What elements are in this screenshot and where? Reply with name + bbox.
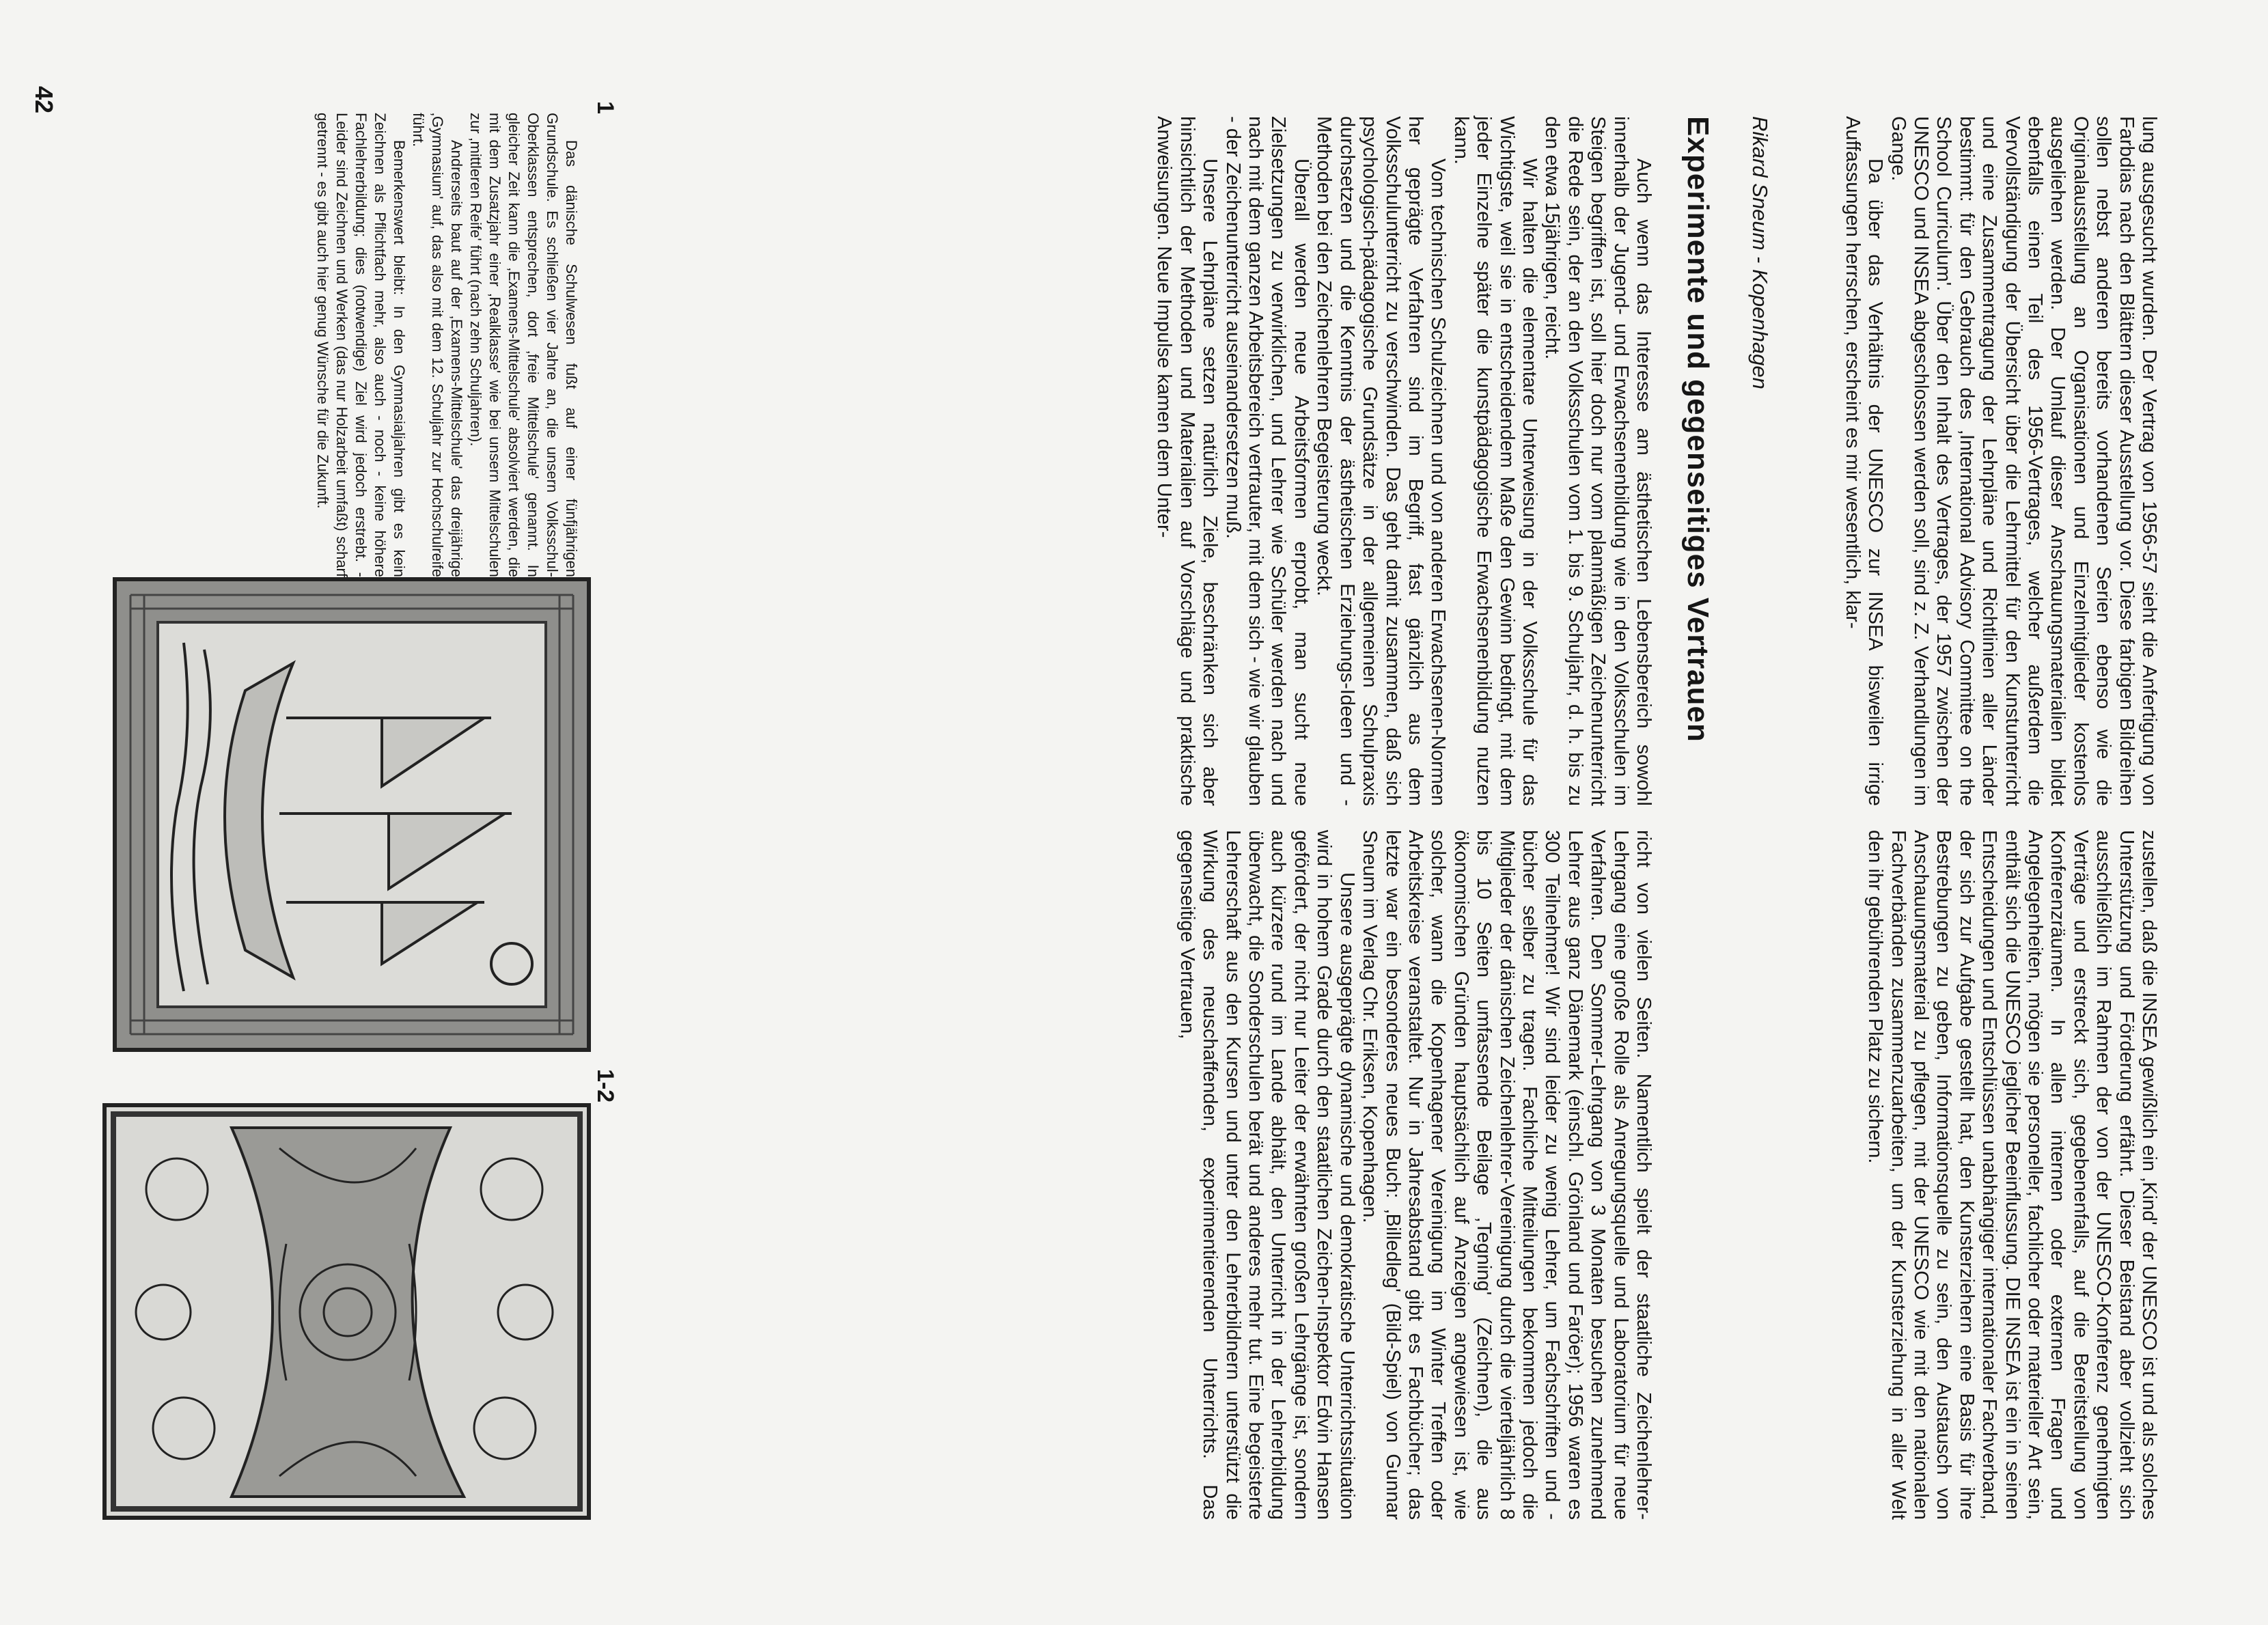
- ship-drawing-icon: [113, 577, 591, 1052]
- author-line: Rikard Sneum - Kopenhagen: [1748, 116, 1772, 389]
- paragraph: Da über das Verhältnis der UNESCO zur INSEA bisweilen irrige Auffassungen herrschen, erscheint es mir wesentlich, klar-: [1841, 116, 1887, 806]
- paragraph: Auch wenn das Interesse am ästhetischen Lebensbereich sowohl innerhalb der Jugend- und Erwachsenenbildung wie in den Volksschulen im Steigen begriffen ist, soll hier doch nur vom planmäßigen Zeichenunterricht die Rede sein, der an den Volksschulen vom 1. bis 9. Schuljahr, d. h. bis zu den etwa 15jährigen, reicht.: [1541, 116, 1655, 806]
- figure-label: 1: [592, 101, 618, 114]
- paragraph: Wir halten die elementare Unterweisung in der Volksschule für das Wichtigste, weil sie in entscheidendem Maße den Gewinn bedingt, mit dem jeder Einzelne später die kunstpädagogische Erwachsenenbildung nutzen kann.: [1450, 116, 1540, 806]
- ornamental-drawing-icon: [107, 1107, 587, 1516]
- figure-label: 1-2: [592, 1069, 618, 1103]
- top-right-column: [1864, 830, 2160, 1520]
- footnote-paragraph: Andrerseits baut auf der ‚Examens-Mittelschule' das dreijährige ‚Gymnasium' auf, das also mit dem 12. Schuljahr zur Hochschulreife führt.: [410, 113, 465, 577]
- footnote-box: [313, 113, 581, 577]
- paragraph: lung ausgesucht wurden. Der Vertrag von 1956-57 sieht die Anfertigung von Farbdias nach den Blättern dieser Ausstellung vor. Diese farbigen Bildreihen sollen nebst anderen bereits vorhandenen Serien ebenso wie die Originalausstellung an Organisationen und Einzelmitglieder kostenlos ausgeliehen werden. Der Umlauf dieser Anschauungsmaterialien bildet ebenfalls einen Teil des 1956-Vertrages, welcher außerdem die Vervollständigung der Übersicht über die Lehrmittel für den Kunstunterricht und eine Zusammentragung der Lehrpläne und Richtlinien aller Länder bestimmt: für den Gebrauch des ‚International Advisory Committee on the School Curriculum'. Über den Inhalt des Vertrages, der 1957 zwischen der UNESCO und INSEA abgeschlossen werden soll, sind z. Z. Verhandlungen im Gange.: [1887, 116, 2160, 806]
- page-number: 42: [30, 86, 58, 114]
- ornamental-drawing-icon: [102, 1103, 591, 1520]
- paragraph: Unsere ausgeprägte dynamische und demokratische Unterrichtssituation wird in hohem Grade durch den staatlichen Zeichen-Inspektor Edvin Hansen gefördert, der nicht nur Leiter der erwähnten großen Lehrgänge ist, sondern auch kürzere rund im Lande abhält, den Unterricht in der Lehrerbildung überwacht, die Sonderschulen berät und anderes mehr tut. Eine begeisterte Lehrerschaft aus den Kursen und unter den Lehrerbildnern unterstützt die Wirkung des neuschaffenden, experimentierenden Unterrichts. Das gegenseitige Vertrauen,: [1176, 830, 1358, 1520]
- article-title: Experimente und gegenseitiges Vertrauen: [1681, 116, 1715, 742]
- paragraph: richt von vielen Seiten. Namentlich spielt der staatliche Zeichenlehrer-Lehrgang eine große Rolle als Anregungsquelle und Laboratorium für neue Verfahren. Den Sommer-Lehrgang von 3 Monaten besuchen zunehmend Lehrer aus ganz Dänemark (einschl. Grönland und Faröer); 1956 waren es 300 Teilnehmer! Wir sind leider zu wenig Lehrer, um Fachschriften und -bücher selber zu tragen. Fachliche Mitteilungen bekommen jedoch die Mitglieder der dänischen Zeichenlehrer-Vereinigung durch die vierteljährlich 8 bis 10 Seiten umfassende Beilage ‚Tegning' (Zeichnen), die aus ökonomischen Gründen hauptsächlich auf Anzeigen angewiesen ist, wie solcher, wann die Kopenhagener Vereinigung im Winter Treffen oder Arbeitskreise veranstaltet. Nur in Jahresabstand gibt es Fachbücher; das letzte war ein besonderes neues Buch: ‚Billedleg' (Bild-Spiel) von Gunnar Sneum im Verlag Chr. Eriksen, Kopenhagen.: [1359, 830, 1655, 1520]
- paragraph: Überall werden neue Arbeitsformen erprobt, man sucht neue Zielsetzungen zu verwirklichen, und Lehrer wie Schüler werden nach und nach mit dem ganzen Arbeitsbereich vertrauter, mit dem sich - wie wir glauben - der Zeichenunterricht auseinandersetzen muß.: [1221, 116, 1312, 806]
- article-left-column: [1152, 116, 1655, 806]
- top-left-column: [1840, 116, 2160, 806]
- paragraph: zustellen, daß die INSEA gewißlich ein ‚Kind' der UNESCO ist und als solches Unterstützung und Förderung erfährt. Dieser Beistand aber vollzieht sich ausschließlich im Rahmen der von der UNESCO-Konferenz genehmigten Verträge und erstreckt sich, gegebenenfalls, auf die Bereitstellung von Konferenzräumen. In allen internen oder externen Fragen und Angelegenheiten, mögen sie personeller, fachlicher oder materieller Art sein, enthält sich die UNESCO jeglicher Beeinflussung. DIE INSEA ist ein in seinen Entscheidungen und Entschlüssen unabhängiger internationaler Fachverband, der sich zur Aufgabe gestellt hat, den Kunsterziehern eine Basis für ihre Bestrebungen zu geben, Informationsquelle zu sein, den Austausch von Anschauungsmaterial zu pflegen, mit der UNESCO wie mit den nationalen Fachverbänden zusammenzuarbeiten, um der Kunsterziehung in aller Welt den ihr gebührenden Platz zu sichern.: [1864, 830, 2160, 1520]
- paragraph: Vom technischen Schulzeichnen und von anderen Erwachsenen-Normen her geprägte Verfahren sind im Begriff, fast gänzlich aus dem Volksschulunterricht zu verschwinden. Das geht damit zusammen, daß sich psychologisch-pädagogische Grundsätze in der allgemeinen Schulpraxis durchsetzen und die Kenntnis der ästhetischen Erziehungs-Ideen und -Methoden bei den Zeichenlehrern Begeisterung weckt.: [1313, 116, 1450, 806]
- article-right-column: [1175, 830, 1655, 1520]
- ship-drawing-icon: [117, 581, 587, 1048]
- paragraph: Unsere Lehrpläne setzen natürlich Ziele, beschränken sich aber hinsichtlich der Methoden und Materialien auf Vorschläge und praktische Anweisungen. Neue Impulse kamen dem Unter-: [1153, 116, 1221, 806]
- footnote-paragraph: Das dänische Schulwesen fußt auf einer fünfjährigen Grundschule. Es schließen vier Jahre an, die unsern Volksschul-Oberklassen entsprechen, dort ‚freie Mittelschule' genannt. In gleicher Zeit kann die ‚Examens-Mittelschule' absolviert werden, die mit dem Zusatzjahr einer ‚Realklasse' wie bei unsern Mittelschulen zur ‚mittleren Reife' führt (nach zehn Schuljahren).: [467, 113, 580, 577]
- footnote-paragraph: Bemerkenswert bleibt: In den Gymnasialjahren gibt es kein Zeichnen als Pflichtfach mehr, also auch - noch - keine höhere Fachlehrerbildung; dies (notwendige) Ziel wird jedoch erstrebt. - Leider sind Zeichnen und Werken (das nur Holzarbeit umfaßt) scharf getrennt - es gibt auch hier genug Wünsche für die Zukunft.: [314, 113, 408, 577]
